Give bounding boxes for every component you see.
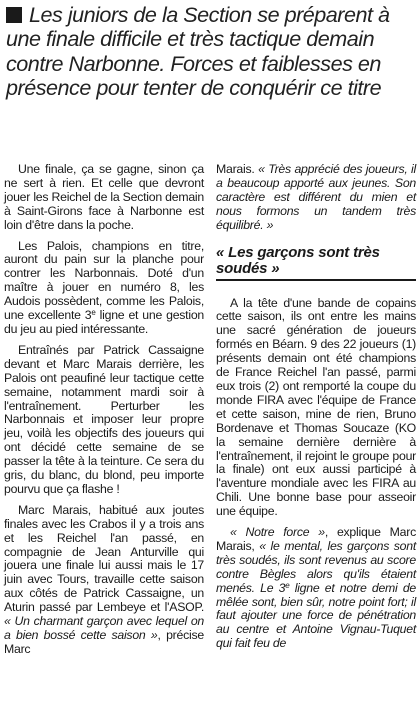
square-bullet-icon [6,7,22,23]
headline-text: Les juniors de la Section se préparent à une finale difficile et très tactique demain contre Narbonne. Forces et faiblesses en présence pour tenter de conquérir ce titre [6,2,390,100]
article-column-right [216,163,416,658]
article-column-left [4,163,204,664]
quote-text: « Notre force » [230,525,325,540]
paragraph-text: Les Palois, champions en titre, auront du pain sur la planche pour contrer les Narbonnais. Doté d'un maître à jouer en numéro 8, les Audois possèdent, comme les Palois, une excellente 3 [4,238,204,323]
quote-text: « Très apprécié des joueurs, il a beaucoup apporté aux jeunes. Son caractère est différent du mien et nous formons un tandem très équilibré. » [216,162,417,232]
paragraph-continuation [216,163,416,233]
paragraph-marc-marais [4,504,204,657]
paragraph-coaches: Entraînés par Patrick Cassaigne devant et Marc Marais derrière, les Palois ont peaufiné leur tactique cette semaine, notamment mardi soir à l'entraînement. Perturber les Narbonnais et imposer leur propre jeu, voilà les objectifs des joueurs qui ont décidé cette semaine de se passer la tête à la teinture. Ce sera du gris, du blanc, du blond, peu importe pourvu que ça flashe ! [4,342,204,496]
paragraph-team: A la tête d'une bande de copains cette saison, ils ont entre les mains une sacré génération de joueurs formés en Béarn. 9 des 22 joueurs (1) présents demain ont été champions de France Reichel l'an passé, parmi eux trois (2) ont remporté la coupe du monde FIRA avec l'équipe de France et cette saison, mine de rien, Bruno Bordenave et Thomas Soucaze (KO la semaine dernière dernière à l'entraînement, il rejoint le groupe pour la finale) ont eux aussi participé à l'aventure mondiale avec les FIRA au Chili. Une bonne base pour asseoir une équipe. [216,295,416,519]
superscript: e [91,308,96,318]
paragraph-text: Marc Marais, habitué aux joutes finales avec les Crabos il y a trois ans et les Reichel l'an passé, en compagnie de Jean Anturville qui jouera une finale lui aussi mais le 17 juin avec Tours, travaille cette saison aux côtés de Patrick Cassaigne, un Aturin passé par Lembeye et l'ASOP. [4,502,204,615]
paragraph-text: ligne et une gestion du jeu au pied intéressante. [4,308,205,336]
quote-text: « Un charmant garçon avec lequel on a bien bossé cette saison » [4,614,204,642]
paragraph-strength [216,526,416,651]
article-headline [6,3,416,100]
subheading-block [216,245,416,281]
quote-text: « le mental, les garçons sont très soudés, ils sont revenus au score contre Bègles alors qu'ils étaient menés. Le 3 [216,538,416,595]
paragraph-opponents [4,240,204,337]
paragraph-text: , précise Marc [4,628,204,656]
paragraph-intro: Une finale, ça se gagne, sinon ça ne sert à rien. Et celle que devront jouer les Reichel de la Section demain à Saint-Girons face à Narbonne est loin d'être dans la poche. [4,162,204,232]
superscript: e [285,580,290,590]
paragraph-text: , explique Marc Marais, [216,525,416,553]
paragraph-text: Marais. [216,162,259,176]
quote-text: ligne et notre demi de mêlée sont, bien sûr, notre point fort; il faut ajouter une force de pénétration au centre et Antoine Vignau-Tuquet qui fait feu de [216,580,416,651]
subheading: « Les garçons sont très soudés » [216,245,416,281]
